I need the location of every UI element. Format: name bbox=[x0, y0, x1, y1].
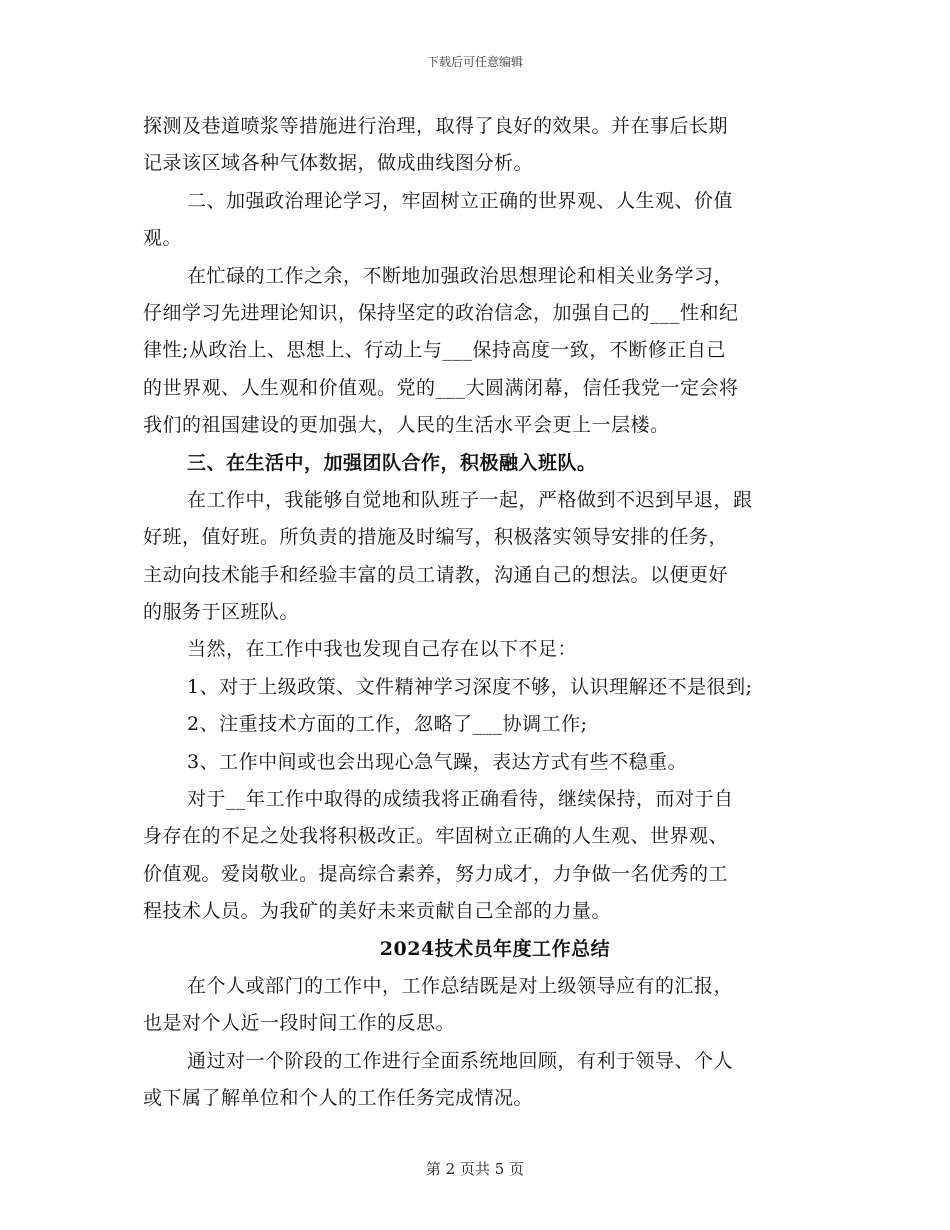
body-line: 对于__年工作中取得的成绩我将正确看待，继续保持，而对于自 bbox=[187, 788, 734, 811]
body-line: 通过对一个阶段的工作进行全面系统地回顾，有利于领导、个人 bbox=[187, 1049, 734, 1072]
body-line: 主动向技术能手和经验丰富的员工请教，沟通自己的想法。以便更好 bbox=[143, 563, 729, 586]
body-line: 仔细学习先进理论知识，保持坚定的政治信念，加强自己的___性和纪 bbox=[143, 301, 739, 324]
body-line: 观。 bbox=[143, 227, 183, 250]
body-line: 的世界观、人生观和价值观。党的___大圆满闭幕，信任我党一定会将 bbox=[143, 376, 739, 399]
body-line: 程技术人员。为我矿的美好未来贡献自己全部的力量。 bbox=[143, 900, 612, 923]
body-line: 探测及巷道喷浆等措施进行治理，取得了良好的效果。并在事后长期 bbox=[143, 115, 729, 137]
list-item: 2、注重技术方面的工作，忽略了___协调工作; bbox=[187, 713, 588, 736]
list-item: 3、工作中间或也会出现心急气躁，表达方式有些不稳重。 bbox=[187, 750, 688, 773]
body-line: 记录该区域各种气体数据，做成曲线图分析。 bbox=[143, 152, 534, 175]
page-footer: 第 2 页共 5 页 bbox=[425, 1160, 525, 1178]
body-line: 价值观。爱岗敬业。提高综合素养，努力成才，力争做一名优秀的工 bbox=[143, 862, 729, 885]
section-heading: 三、在生活中，加强团队合作，积极融入班队。 bbox=[187, 451, 597, 474]
body-line: 在个人或部门的工作中，工作总结既是对上级领导应有的汇报， bbox=[187, 974, 734, 997]
body-line: 我们的祖国建设的更加强大，人民的生活水平会更上一层楼。 bbox=[143, 414, 670, 437]
body-line: 在忙碌的工作之余，不断地加强政治思想理论和相关业务学习， bbox=[187, 264, 734, 287]
body-line: 身存在的不足之处我将积极改正。牢固树立正确的人生观、世界观、 bbox=[143, 825, 729, 848]
body-line: 或下属了解单位和个人的工作任务完成情况。 bbox=[143, 1087, 534, 1110]
body-line: 也是对个人近一段时间工作的反思。 bbox=[143, 1012, 456, 1035]
body-line: 在工作中，我能够自觉地和队班子一起，严格做到不迟到早退，跟 bbox=[187, 488, 753, 511]
body-line: 的服务于区班队。 bbox=[143, 601, 300, 624]
page-header: 下载后可任意编辑 bbox=[426, 55, 523, 69]
body-line: 律性;从政治上、思想上、行动上与___保持高度一致，不断修正自己 bbox=[143, 339, 726, 362]
body-line: 当然，在工作中我也发现自己存在以下不足： bbox=[187, 638, 578, 661]
body-line: 好班，值好班。所负责的措施及时编写，积极落实领导安排的任务， bbox=[143, 526, 729, 549]
list-item: 1、对于上级政策、文件精神学习深度不够，认识理解还不是很到; bbox=[187, 675, 753, 698]
section-heading: 二、加强政治理论学习，牢固树立正确的世界观、人生观、价值 bbox=[187, 189, 734, 212]
document-body bbox=[143, 108, 823, 1118]
document-title: 2024技术员年度工作总结 bbox=[379, 937, 611, 960]
